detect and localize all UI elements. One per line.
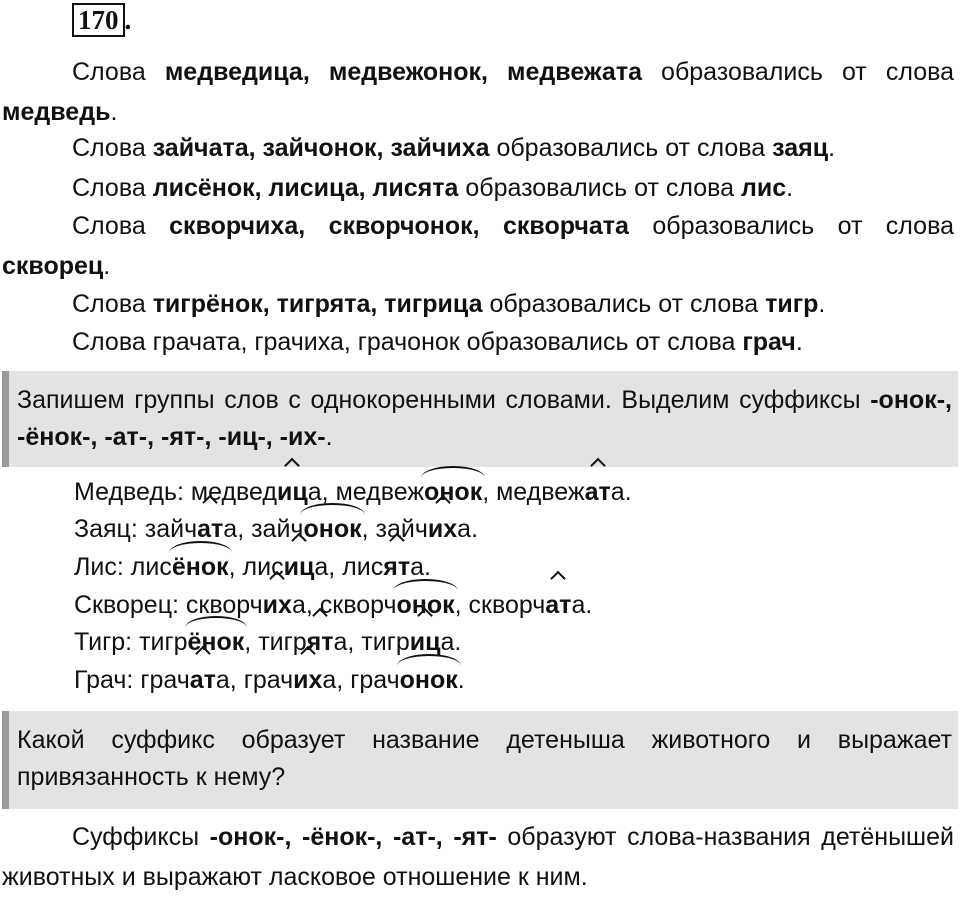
suffix-mark: ёнок <box>188 622 245 662</box>
suffix-mark: иц <box>410 622 441 662</box>
derived-word: скворчат а <box>469 591 586 619</box>
derived-word: зайчат а <box>145 515 237 543</box>
derived-word: медвежат а <box>496 478 625 506</box>
derived-word: тигрёнок <box>139 628 244 656</box>
suffix-mark: онок <box>396 585 454 625</box>
suffix-mark: онок <box>400 660 458 700</box>
root-word-label: Тигр: <box>74 628 133 656</box>
derived-word: тигрят а <box>258 628 347 656</box>
question-box <box>2 711 958 809</box>
derived-word: медвежонок <box>336 478 483 506</box>
suffix-mark: иц <box>284 547 315 587</box>
suffix-mark: онок <box>303 509 361 549</box>
root-word-label: Медведь: <box>74 478 184 506</box>
derived-word: лисят а <box>342 553 424 581</box>
suffix-mark: онок <box>424 472 482 512</box>
suffix-mark: их <box>293 660 322 700</box>
suffix-mark: ёнок <box>172 547 229 587</box>
suffix-mark: ат <box>190 660 216 700</box>
derived-word: лисиц а <box>243 553 329 581</box>
task-box <box>2 371 958 467</box>
derived-word: зайчих а <box>376 515 472 543</box>
derived-word: грачонок <box>350 666 458 694</box>
derived-word: лисёнок <box>131 553 229 581</box>
suffix-mark: ат <box>545 585 571 625</box>
intro-line: Слова лисёнок, лисица, лисята образовались от слова лис. <box>72 174 794 202</box>
suffix-mark: иц <box>277 472 308 512</box>
root-word-label: Скворец: <box>74 591 179 619</box>
root-word-label: Грач: <box>74 666 134 694</box>
derived-word: грачат а <box>140 666 229 694</box>
intro-line: Слова медведица, медвежонок, медвежата образовались от слова медведь. <box>2 58 955 126</box>
root-word-label: Заяц: <box>74 515 138 543</box>
derived-word: скворчонок <box>320 591 455 619</box>
derived-word: грачих а <box>244 666 337 694</box>
root-word-label: Лис: <box>74 553 124 581</box>
suffix-mark: ят <box>307 622 334 662</box>
example-line: Скворец: скворчих а, скворчонок , скворчат а. <box>74 585 592 625</box>
suffix-mark: ат <box>585 472 611 512</box>
answer-text: Суффиксы -онок-, -ёнок-, -ат-, -ят- образуют слова-названия детёнышей животных и выражают ласковое отношение к ним. <box>2 823 954 891</box>
suffix-mark: ят <box>383 547 410 587</box>
example-line: Медведь: медведиц а, медвежонок , медвежат а. <box>74 472 632 512</box>
example-line: Лис: лисёнок , лисиц а, лисят а. <box>74 547 431 587</box>
example-line: Заяц: зайчат а, зайчонок , зайчих а. <box>74 509 478 549</box>
intro-line: Слова тигрёнок, тигрята, тигрица образовались от слова тигр. <box>72 290 826 318</box>
task-text: Запишем группы слов с однокоренными словами. Выделим суффиксы -онок-, -ёнок-, -ат-, -ят-, -иц-, -их-. <box>17 386 952 451</box>
intro-line: Слова зайчата, зайчонок, зайчиха образовались от слова заяц. <box>72 134 836 162</box>
suffix-mark: ат <box>197 509 223 549</box>
derived-word: скворчих а <box>186 591 306 619</box>
example-line: Грач: грачат а, грачих а, грачонок . <box>74 660 465 700</box>
intro-line: Слова скворчиха, скворчонок, скворчата образовались от слова скворец. <box>2 212 954 280</box>
derived-word: зайчонок <box>251 515 362 543</box>
derived-word: медведиц а <box>191 478 322 506</box>
suffix-mark: их <box>263 585 292 625</box>
suffix-caret <box>551 571 567 587</box>
suffix-mark: их <box>428 509 457 549</box>
derived-word: тигриц а <box>361 628 454 656</box>
suffix-arc <box>421 466 485 478</box>
example-line: Тигр: тигрёнок , тигрят а, тигриц а. <box>74 622 461 662</box>
exercise-number: 170 . <box>72 4 131 36</box>
question-text: Какой суффикс образует название детеныша животного и выражает привязанность к нему? <box>17 726 952 791</box>
intro-line: Слова грачата, грачиха, грачонок образовались от слова грач. <box>72 328 803 356</box>
